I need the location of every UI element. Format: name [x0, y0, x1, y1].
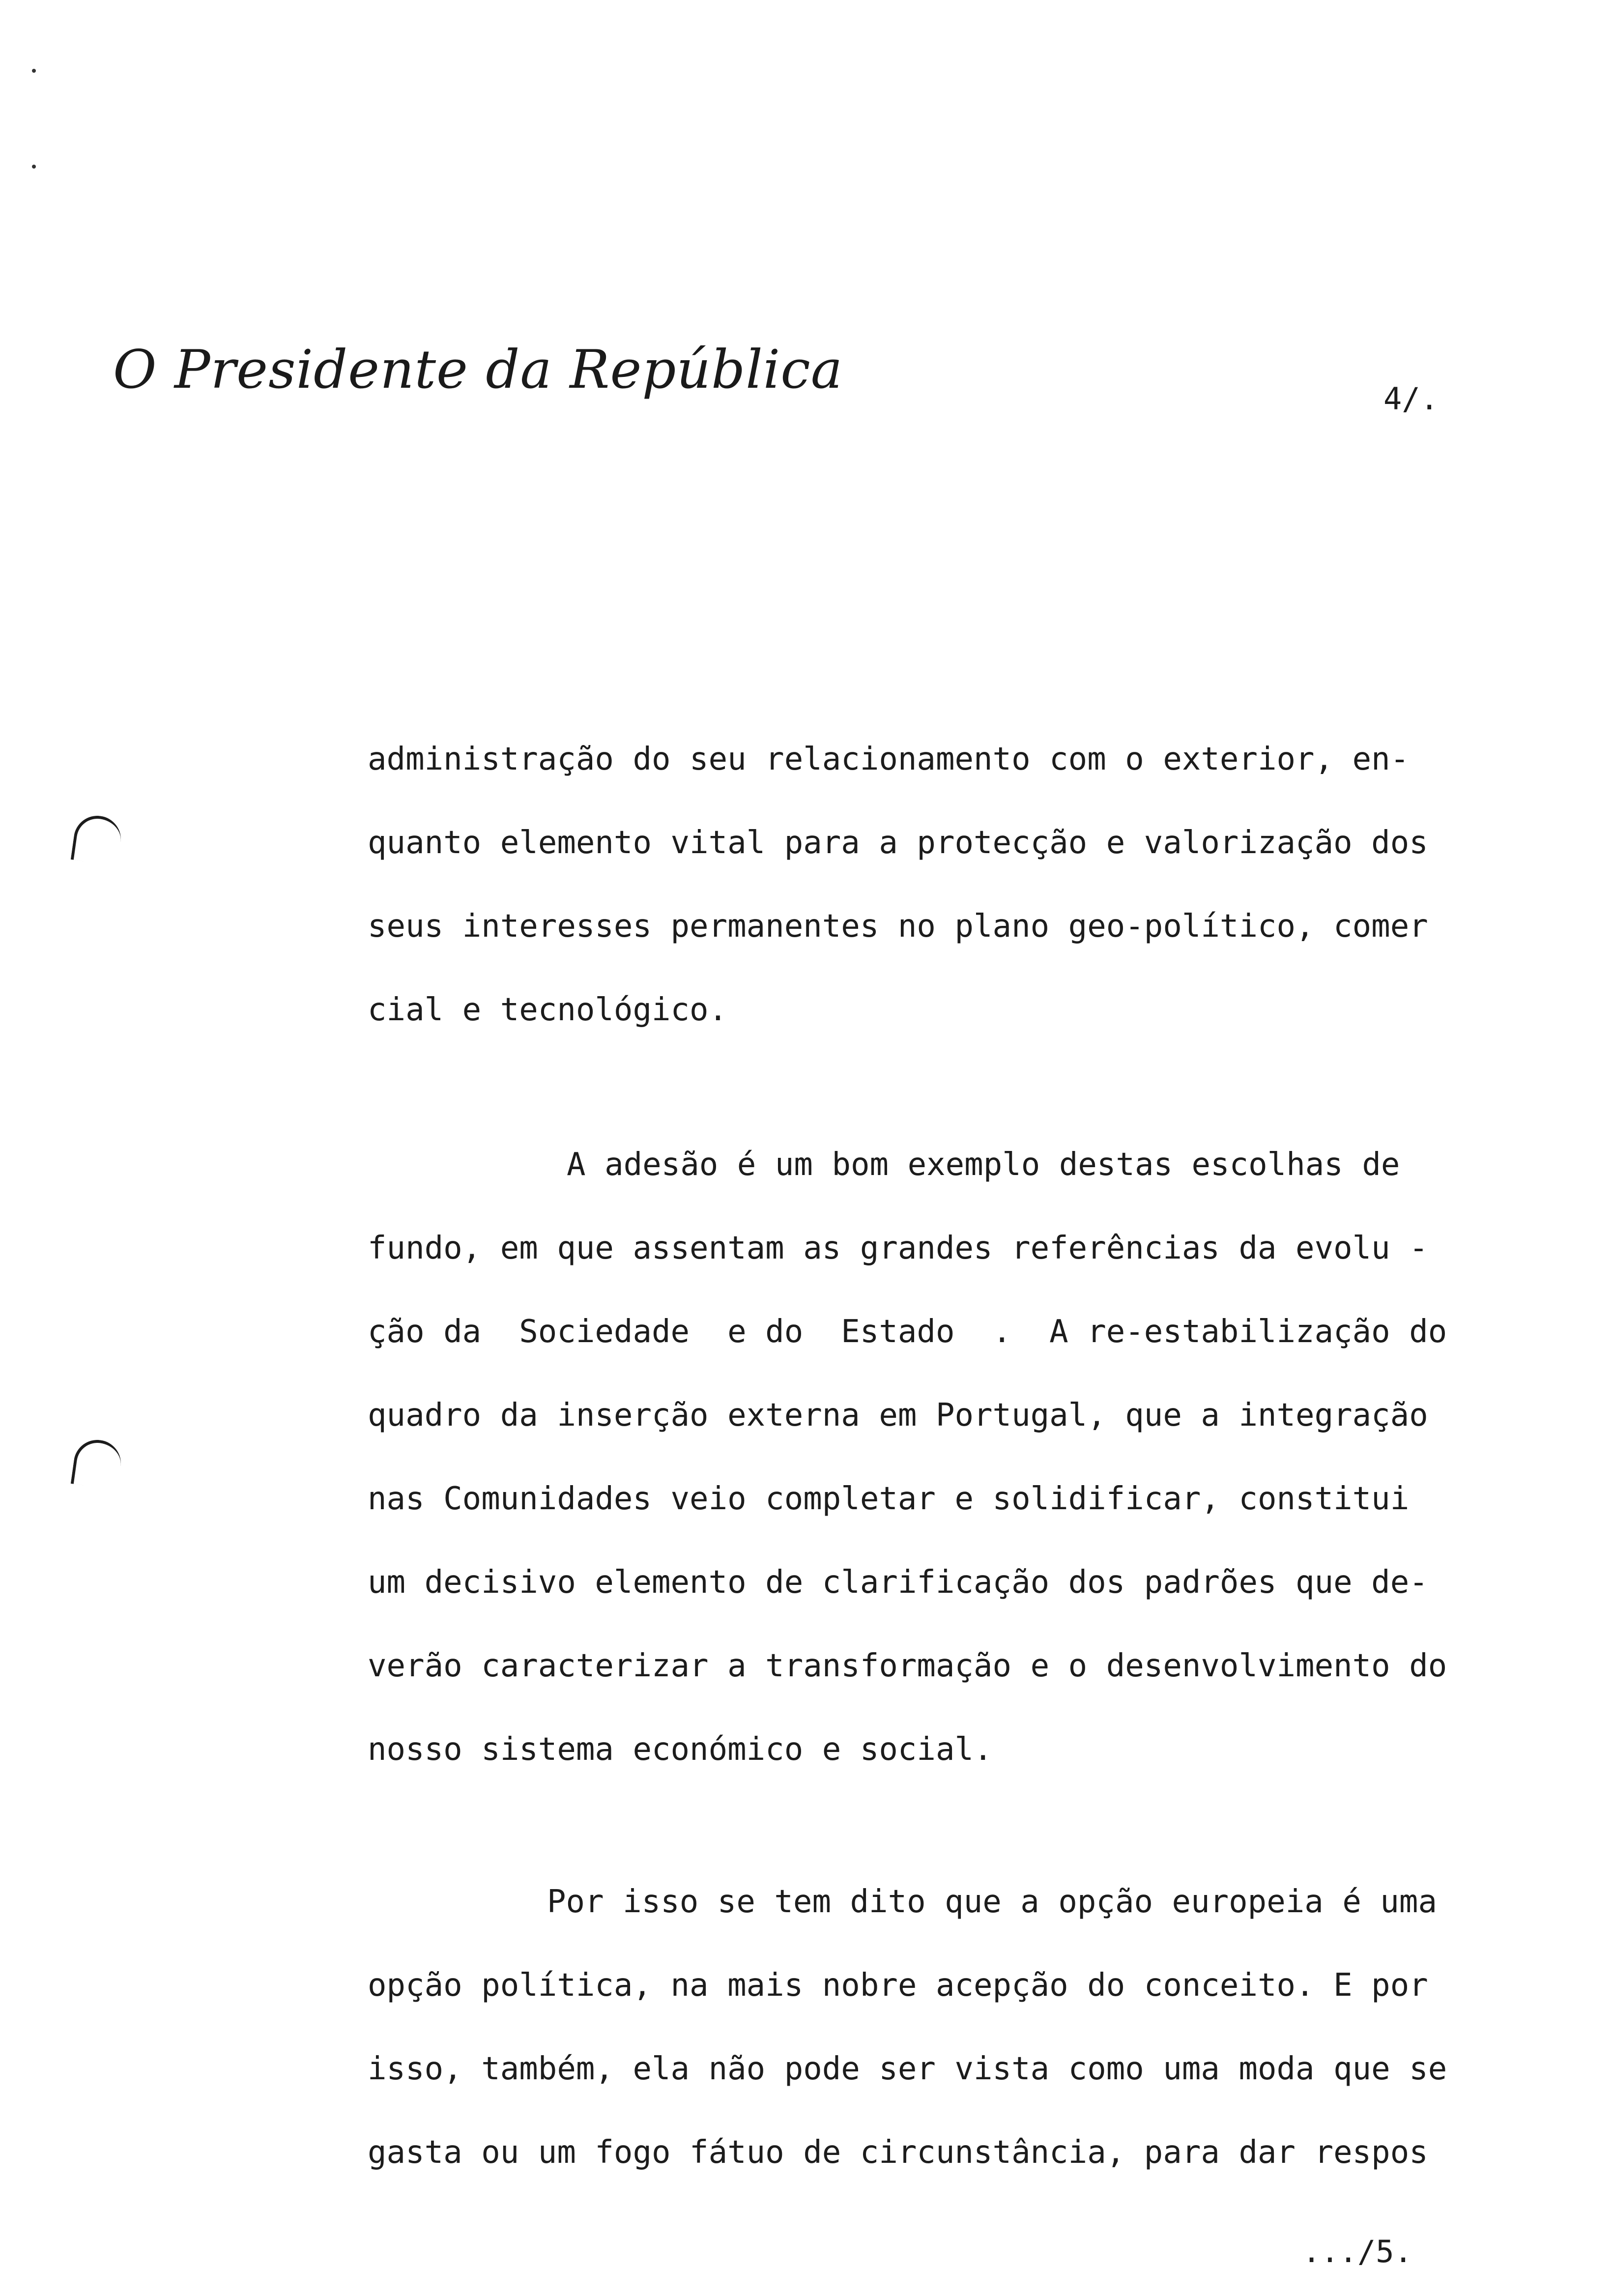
paragraph-1-line-1: administração do seu relacionamento com o exterior, en- — [368, 741, 1410, 777]
paragraph-2-line-1: A adesão é um bom exemplo destas escolhas de — [567, 1147, 1400, 1183]
paragraph-2-line-6: um decisivo elemento de clarificação dos padrões que de- — [368, 1564, 1428, 1601]
paragraph-2-line-2: fundo, em que assentam as grandes referências da evolu - — [368, 1230, 1428, 1266]
paragraph-2-line-4: quadro da inserção externa em Portugal, que a integração — [368, 1397, 1428, 1434]
punch-hole-mark-top — [71, 813, 124, 866]
scan-speck — [32, 69, 36, 73]
paragraph-1-line-2: quanto elemento vital para a protecção e valorização dos — [368, 825, 1428, 861]
continuation-marker: .../5. — [1302, 2234, 1412, 2269]
paragraph-2-line-3: ção da Sociedade e do Estado . A re-estabilização do — [368, 1314, 1447, 1350]
paragraph-3-line-1: Por isso se tem dito que a opção europeia é uma — [547, 1884, 1437, 1920]
paragraph-3-line-2: opção política, na mais nobre acepção do conceito. E por — [368, 1967, 1428, 2004]
paragraph-2-line-7: verão caracterizar a transformação e o desenvolvimento do — [368, 1648, 1447, 1684]
paragraph-1-line-4: cial e tecnológico. — [368, 992, 728, 1028]
page-number: 4/. — [1383, 381, 1439, 417]
paragraph-1-line-3: seus interesses permanentes no plano geo-político, comer — [368, 908, 1428, 945]
scan-speck — [32, 165, 36, 169]
paragraph-2-line-8: nosso sistema económico e social. — [368, 1731, 993, 1768]
paragraph-3-line-4: gasta ou um fogo fátuo de circunstância, para dar respos — [368, 2134, 1428, 2171]
paragraph-2-line-5: nas Comunidades veio completar e solidificar, constitui — [368, 1481, 1410, 1517]
letterhead-title: O Presidente da República — [113, 339, 843, 401]
punch-hole-mark-bottom — [71, 1437, 124, 1490]
paragraph-3-line-3: isso, também, ela não pode ser vista como uma moda que se — [368, 2051, 1447, 2087]
